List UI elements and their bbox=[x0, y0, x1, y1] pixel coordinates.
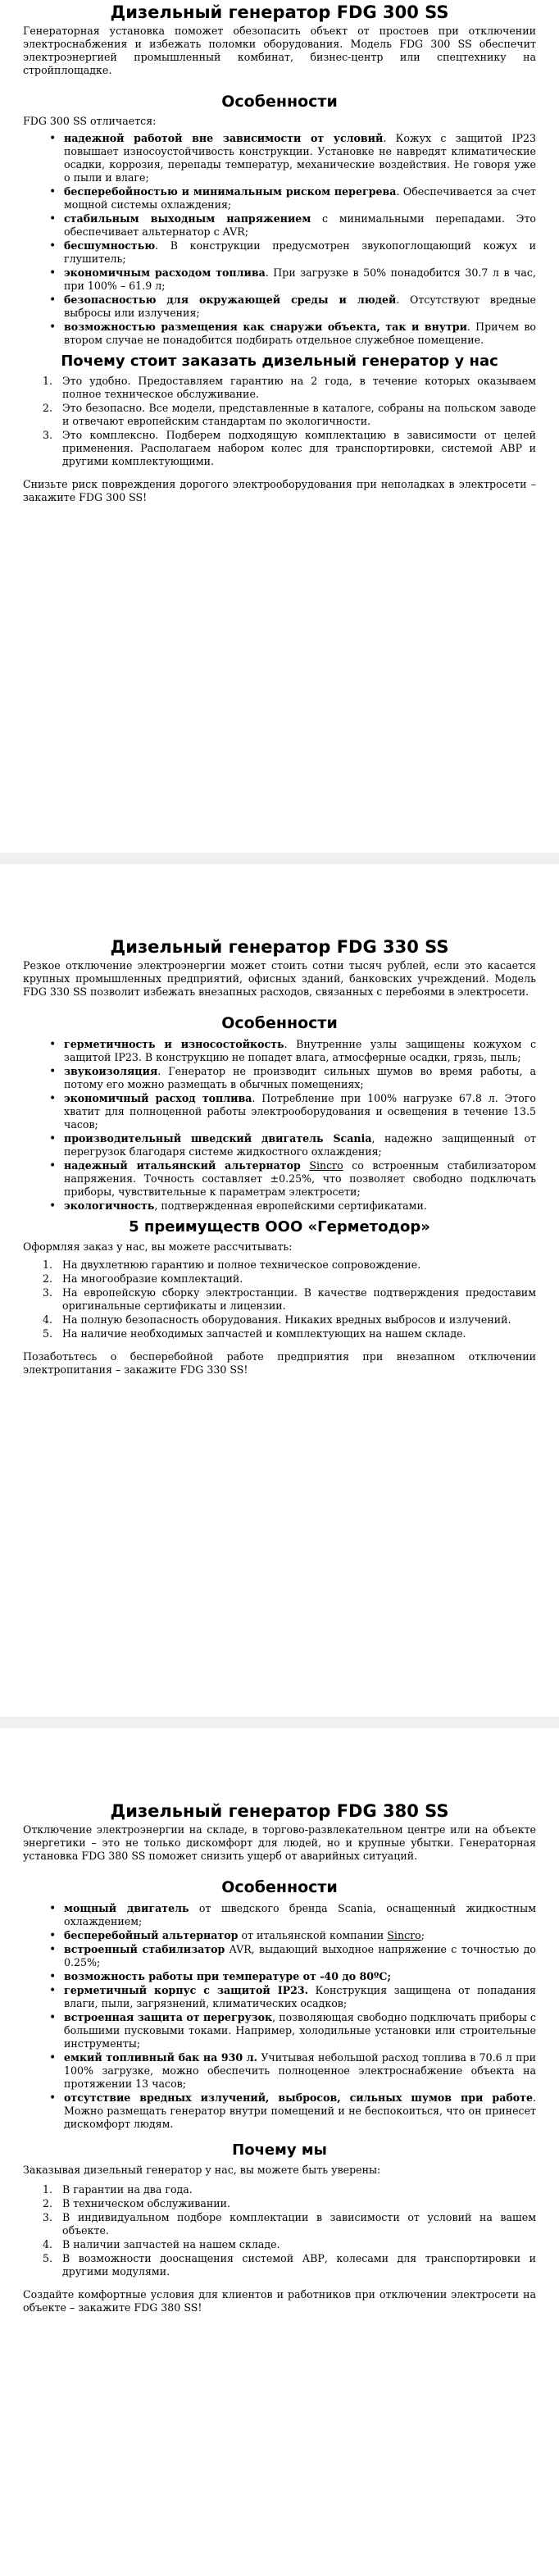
page-title: Дизельный генератор FDG 300 SS bbox=[110, 2, 449, 22]
features-list bbox=[23, 132, 536, 347]
list-item: 3. В индивидуальном подборе комплектации в зависимости от условий на вашем объекте. bbox=[43, 2211, 536, 2237]
list-item: • емкий топливный бак на 930 л. Учитывая небольшой расход топлива в 70.6 л при 100% загрузке, можно обеспечить полноценное электроснабжение объекта на протяжении 13 часов; bbox=[64, 2051, 536, 2091]
list-item: • герметичность и износостойкость. Внутренние узлы защищены кожухом с защитой IP23. В конструкцию не попадет влага, атмосферные осадки, грязь, пыль; bbox=[64, 1038, 536, 1064]
page-3 bbox=[0, 1728, 559, 2576]
sincro-link[interactable]: Sincro bbox=[309, 1159, 343, 1172]
list-item: • мощный двигатель от шведского бренда Scania, оснащенный жидкостным охлаждением; bbox=[64, 1902, 536, 1928]
list-item: • звукоизоляция. Генератор не производит сильных шумов во время работы, а потому его можно размещать в обычных помещениях; bbox=[64, 1065, 536, 1091]
list-item: 4. В наличии запчастей на нашем складе. bbox=[43, 2238, 280, 2251]
list-item: • встроенная защита от перегрузок, позволяющая свободно подключать приборы с большими пусковыми токами. Например, холодильные установки или строительные инструменты; bbox=[64, 2011, 536, 2050]
list-item: • бесперебойный альтернатор от итальянской компании Sincro; bbox=[64, 1929, 536, 1942]
list-item: • возможностью размещения как снаружи объекта, так и внутри. Причем во втором случае не понадобится подбирать отдельное служебное помещение. bbox=[64, 321, 536, 347]
list-item: 2. На многообразие комплектаций. bbox=[43, 1272, 243, 1285]
features-heading: Особенности bbox=[221, 1878, 338, 1896]
intro-paragraph: Генераторная установка поможет обезопасить объект от простоев при отключении электроснабжения и избежать поломки оборудования. Модель FDG 300 SS обеспечит электроэнергией промышленный комбинат, бизнес-центр или спецтехнику на стройплощадке. bbox=[23, 25, 536, 76]
list-item: 2. В техническом обслуживании. bbox=[43, 2197, 231, 2210]
list-item: • бесшумностью. В конструкции предусмотрен звукопоглощающий кожух и глушитель; bbox=[64, 239, 536, 266]
page-1 bbox=[0, 0, 559, 853]
list-item: 1. Это удобно. Предоставляем гарантию на 2 года, в течение которых оказываем полное техническое обслуживание. bbox=[43, 375, 536, 400]
list-item: 2. Это безопасно. Все модели, представленные в каталоге, собраны на польском заводе и отвечают европейским стандартам по экологичности. bbox=[43, 402, 536, 427]
list-item: • безопасностью для окружающей среды и людей. Отсутствуют вредные выбросы или излучения; bbox=[64, 294, 536, 320]
list-item: • встроенный стабилизатор AVR, выдающий выходное напряжение с точностью до 0.25%; bbox=[64, 1943, 536, 1969]
why-lead: Заказывая дизельный генератор у нас, вы можете быть уверены: bbox=[23, 2164, 381, 2176]
features-list bbox=[23, 1902, 536, 2131]
features-heading: Особенности bbox=[221, 1014, 338, 1032]
list-item: • бесперебойностью и минимальным риском перегрева. Обеспечивается за счет мощной системы охлаждения; bbox=[64, 185, 536, 212]
closing-paragraph: Позаботьтесь о бесперебойной работе предприятия при внезапном отключении электропитания – закажите FDG 330 SS! bbox=[23, 1350, 536, 1376]
advantages-heading: 5 преимуществ ООО «Герметодор» bbox=[129, 1218, 430, 1236]
list-item: 3. На европейскую сборку электростанции. В качестве подтверждения предоставим оригинальные сертификаты и лицензии. bbox=[43, 1286, 536, 1312]
list-item: • производительный шведский двигатель Scania, надежно защищенный от перегрузок благодаря системе жидкостного охлаждения; bbox=[64, 1132, 536, 1158]
advantages-list bbox=[23, 1258, 536, 1340]
list-item: • надежный итальянский альтернатор Sincro со встроенным стабилизатором напряжения. Точность составляет ±0.25%, что позволяет свободно подключать приборы, чувствительные к параметрам электросети; bbox=[64, 1159, 536, 1199]
list-item: • экономичным расходом топлива. При загрузке в 50% понадобится 30.7 л в час, при 100% – 61.9 л; bbox=[64, 266, 536, 293]
list-item: • экономичный расход топлива. Потребление при 100% нагрузке 67.8 л. Этого хватит для полноценной работы электрооборудования и освещения в течение 13.5 часов; bbox=[64, 1092, 536, 1131]
list-item: • герметичный корпус с защитой IP23. Конструкция защищена от попадания влаги, пыли, загрязнений, климатических осадков; bbox=[64, 1984, 536, 2010]
features-heading: Особенности bbox=[221, 93, 338, 111]
why-list bbox=[23, 375, 536, 468]
list-item: 1. На двухлетнюю гарантию и полное техническое сопровождение. bbox=[43, 1258, 421, 1271]
list-item: • стабильным выходным напряжением с минимальными перепадами. Это обеспечивает альтернатор с AVR; bbox=[64, 212, 536, 239]
page-2 bbox=[0, 864, 559, 1717]
list-item: • экологичность, подтвержденная европейскими сертификатами. bbox=[64, 1199, 536, 1213]
list-item: 5. В возможности дооснащения системой АВР, колесами для транспортировки и другими модулями. bbox=[43, 2252, 536, 2278]
list-item: • отсутствие вредных излучений, выбросов, сильных шумов при работе. Можно размещать генератор внутри помещений и не беспокоиться, что он принесет дискомфорт людям. bbox=[64, 2091, 536, 2131]
list-item: 1. В гарантии на два года. bbox=[43, 2183, 193, 2196]
list-item: 4. На полную безопасность оборудования. Никаких вредных выбросов и излучений. bbox=[43, 1313, 511, 1326]
why-heading: Почему стоит заказать дизельный генератор у нас bbox=[61, 353, 498, 370]
closing-paragraph: Снизьте риск повреждения дорогого электрооборудования при неполадках в электросети – закажите FDG 300 SS! bbox=[23, 478, 536, 503]
list-item: 5. На наличие необходимых запчастей и комплектующих на нашем складе. bbox=[43, 1327, 466, 1340]
page-title: Дизельный генератор FDG 380 SS bbox=[110, 1801, 449, 1821]
advantages-lead: Оформляя заказ у нас, вы можете рассчитывать: bbox=[23, 1240, 293, 1253]
sincro-link[interactable]: Sincro bbox=[387, 1929, 421, 1941]
list-item: • возможность работы при температуре от -40 до 80ºС; bbox=[64, 1970, 536, 1983]
why-list bbox=[23, 2183, 536, 2278]
intro-paragraph: Резкое отключение электроэнергии может стоить сотни тысяч рублей, если это касается крупных промышленных предприятий, офисных зданий, банковских учреждений. Модель FDG 330 SS позволит избежать внезапных расходов, связанных с перебоями в электросети. bbox=[23, 959, 536, 998]
closing-paragraph: Создайте комфортные условия для клиентов и работников при отключении электросети на объекте – закажите FDG 380 SS! bbox=[23, 2288, 536, 2314]
features-list bbox=[23, 1038, 536, 1213]
list-item: 3. Это комплексно. Подберем подходящую комплектацию в зависимости от целей применения. Располагаем набором колес для транспортировки, системой АВР и другими комплектующими. bbox=[43, 429, 536, 467]
intro-paragraph: Отключение электроэнергии на складе, в торгово-развлекательном центре или на объекте энергетики – это не только дискомфорт для людей, но и крупные убытки. Генераторная установка FDG 380 SS поможет снизить ущерб от аварийных ситуаций. bbox=[23, 1823, 536, 1862]
why-heading: Почему мы bbox=[232, 2141, 327, 2159]
page-title: Дизельный генератор FDG 330 SS bbox=[110, 937, 449, 957]
list-item: • надежной работой вне зависимости от условий. Кожух с защитой IP23 повышает износоустойчивость конструкции. Установке не навредят климатические осадки, коррозия, перепады температур, механические воздействия. Не говоря уже о пыли и влаге; bbox=[64, 132, 536, 184]
features-lead: FDG 300 SS отличается: bbox=[23, 115, 157, 127]
